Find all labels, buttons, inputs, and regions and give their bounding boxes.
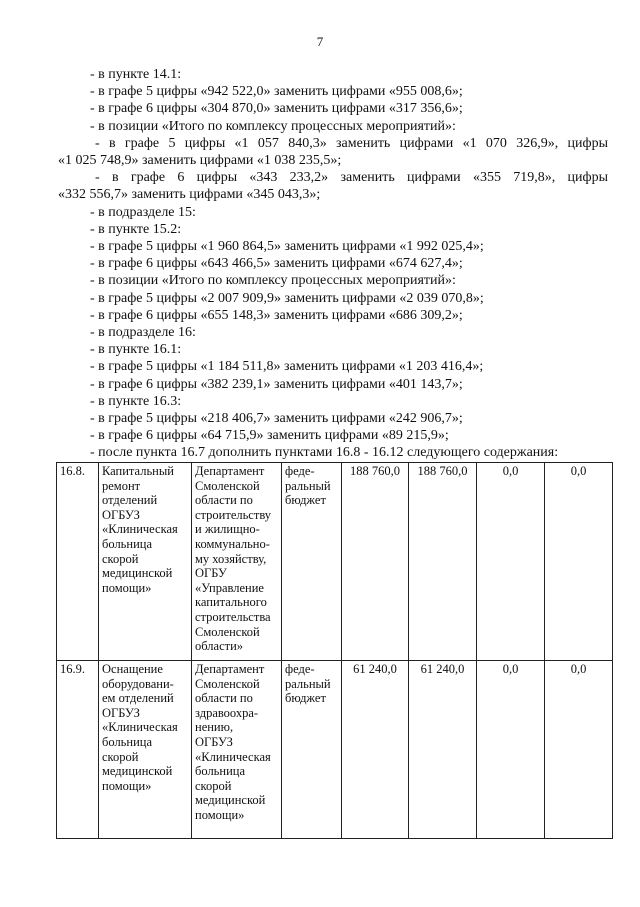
text-line: - в пункте 14.1: xyxy=(90,67,182,82)
executor-cell-line: помощи» xyxy=(195,807,245,822)
executor-cell-line: нению, xyxy=(195,720,234,735)
text-line: - в подразделе 16: xyxy=(90,325,196,341)
text-line: - в графе 6 цифры «655 148,3» заменить цифрами «686 309,2»; xyxy=(90,307,463,323)
text-line: - в графе 5 цифры «1 960 864,5» заменить цифрами «1 992 025,4»; xyxy=(90,239,484,255)
executor-cell-line: коммунально- xyxy=(195,536,270,551)
amount-cell-y1: 61 240,0 xyxy=(409,661,477,839)
measure-name-cell-line: помощи» xyxy=(102,778,152,793)
text-line: - в графе 5 цифры «218 406,7» заменить цифрами «242 906,7»; xyxy=(90,411,463,427)
funding-source-cell-line: ральный xyxy=(285,478,331,493)
text-line: - в пункте 15.2: xyxy=(90,221,182,237)
executor-cell-line: медицинской xyxy=(195,793,266,808)
text-line: - в графе 6 цифры «343 233,2» заменить цифрами «355 719,8», цифры xyxy=(95,170,608,186)
executor-cell-line: области» xyxy=(195,639,244,654)
row-number-cell: 16.8. xyxy=(57,463,99,661)
measure-name-cell-line: Оснащение xyxy=(102,662,163,676)
measure-name-cell-line: больница xyxy=(102,536,152,551)
executor-cell-line: Смоленской xyxy=(195,624,260,639)
text-line: - в пункте 16.1: xyxy=(90,342,182,358)
executor-cell-line: скорой xyxy=(195,778,232,793)
executor-cell-line: строительства xyxy=(195,609,271,624)
executor-cell xyxy=(192,661,282,839)
funding-source-cell-line: феде- xyxy=(285,464,315,478)
executor-cell-line: Смоленской xyxy=(195,478,260,493)
measure-name-cell-line: «Клиническая xyxy=(102,720,178,735)
amount-cell-total: 61 240,0 xyxy=(342,661,409,839)
text-line: - в графе 6 цифры «382 239,1» заменить цифрами «401 143,7»; xyxy=(90,376,463,392)
measure-name-cell-line: больница xyxy=(102,734,152,749)
text-line: - в графе 6 цифры «643 466,5» заменить цифрами «674 627,4»; xyxy=(90,256,463,272)
measure-name-cell-line: Капитальный xyxy=(102,464,174,478)
measure-name-cell-line: отделений xyxy=(102,493,158,508)
measure-name-cell-line: ремонт xyxy=(102,478,141,493)
measure-name-cell-line: скорой xyxy=(102,749,139,764)
executor-cell-line: Департамент xyxy=(195,464,265,478)
executor-cell-line: строительству xyxy=(195,507,272,522)
executor-cell-line: Департамент xyxy=(195,662,265,676)
measure-name-cell-line: ем отделений xyxy=(102,691,174,706)
text-line: - в графе 5 цифры «1 057 840,3» заменить цифрами «1 070 326,9», цифры xyxy=(95,135,608,151)
text-line: - в подразделе 15: xyxy=(90,204,196,220)
executor-cell-line: ОГБУ xyxy=(195,566,227,581)
measure-name-cell-line: «Клиническая xyxy=(102,522,178,537)
executor-cell-line: области по xyxy=(195,691,253,706)
executor-cell-line: капитального xyxy=(195,595,267,610)
executor-cell-line: му хозяйству, xyxy=(195,551,267,566)
executor-cell-line: «Управление xyxy=(195,580,264,595)
executor-cell-line: ОГБУЗ xyxy=(195,734,233,749)
funding-source-cell xyxy=(282,661,342,839)
amount-cell-y3: 0,0 xyxy=(545,661,613,839)
measure-name-cell-line: помощи» xyxy=(102,580,152,595)
measure-name-cell xyxy=(99,661,192,839)
amount-cell-y2: 0,0 xyxy=(477,661,545,839)
text-line: - в графе 5 цифры «1 184 511,8» заменить цифрами «1 203 416,4»; xyxy=(90,359,484,375)
text-line: «1 025 748,9» заменить цифрами «1 038 235,5»; xyxy=(58,153,342,169)
text-line: «332 556,7» заменить цифрами «345 043,3»; xyxy=(58,187,321,203)
measure-name-cell-line: медицинской xyxy=(102,764,173,779)
text-line: - в графе 5 цифры «942 522,0» заменить цифрами «955 008,6»; xyxy=(90,84,463,100)
amount-cell-y1: 188 760,0 xyxy=(409,463,477,661)
text-line: - в пункте 16.3: xyxy=(90,393,182,409)
row-number-cell: 16.9. xyxy=(57,661,99,839)
funding-source-cell-line: ральный xyxy=(285,676,331,691)
executor-cell-line: больница xyxy=(195,764,245,779)
table-row xyxy=(57,463,613,661)
funding-source-cell xyxy=(282,463,342,661)
executor-cell-line: и жилищно- xyxy=(195,522,260,537)
funding-source-cell-line: феде- xyxy=(285,662,315,676)
amount-cell-total: 188 760,0 xyxy=(342,463,409,661)
text-line: - в графе 5 цифры «2 007 909,9» заменить цифрами «2 039 070,8»; xyxy=(90,290,484,306)
measure-name-cell-line: медицинской xyxy=(102,566,173,581)
executor-cell-line: «Клиническая xyxy=(195,749,271,764)
measure-name-cell-line: ОГБУЗ xyxy=(102,705,140,720)
executor-cell-line: области по xyxy=(195,493,253,508)
table-row xyxy=(57,661,613,839)
page-number: 7 xyxy=(316,34,324,49)
funding-source-cell-line: бюджет xyxy=(285,691,326,706)
amount-cell-y3: 0,0 xyxy=(545,463,613,661)
text-line: - в графе 6 цифры «64 715,9» заменить цифрами «89 215,9»; xyxy=(90,428,449,444)
measure-name-cell xyxy=(99,463,192,661)
executor-cell-line: здравоохра- xyxy=(195,705,259,720)
funding-source-cell-line: бюджет xyxy=(285,493,326,508)
measure-name-cell-line: оборудовани- xyxy=(102,676,174,691)
text-line: - в позиции «Итого по комплексу процессных мероприятий»: xyxy=(90,273,456,289)
executor-cell xyxy=(192,463,282,661)
executor-cell-line: Смоленской xyxy=(195,676,260,691)
measure-name-cell-line: скорой xyxy=(102,551,139,566)
text-line: - в графе 6 цифры «304 870,0» заменить цифрами «317 356,6»; xyxy=(90,101,463,117)
text-line: - в позиции «Итого по комплексу процессных мероприятий»: xyxy=(90,118,456,134)
measure-name-cell-line: ОГБУЗ xyxy=(102,507,140,522)
amount-cell-y2: 0,0 xyxy=(477,463,545,661)
text-line: - после пункта 16.7 дополнить пунктами 16.8 - 16.12 следующего содержания: xyxy=(90,445,559,461)
amendment-table xyxy=(56,462,613,839)
body-text xyxy=(58,66,608,462)
